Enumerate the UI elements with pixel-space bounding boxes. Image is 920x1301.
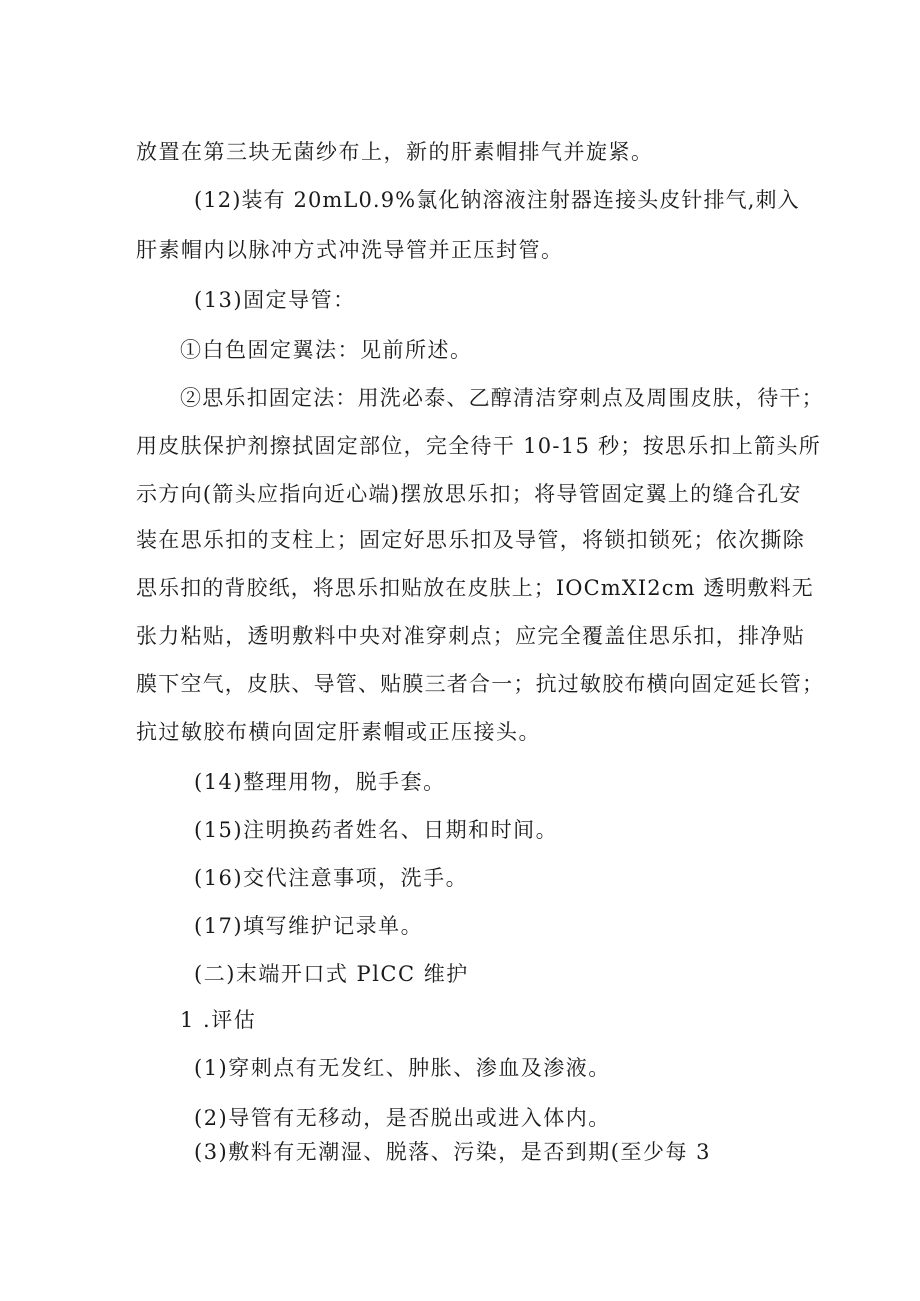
text-line: (3)敷料有无潮湿、脱落、污染，是否到期(至少每 3 — [194, 1140, 711, 1164]
text-line: (2)导管有无移动，是否脱出或进入体内。 — [194, 1106, 611, 1130]
text-line: 示方向(箭头应指向近心端)摆放思乐扣；将导管固定翼上的缝合孔安 — [136, 482, 802, 506]
text-line: 肝素帽内以脉冲方式冲洗导管并正压封管。 — [136, 238, 564, 262]
text-line: 放置在第三块无菌纱布上，新的肝素帽排气并旋紧。 — [136, 140, 654, 164]
section-heading: (二)末端开口式 PlCC 维护 — [194, 962, 469, 986]
text-line: (12)装有 20mL0.9%氯化钠溶液注射器连接头皮针排气,刺入 — [194, 188, 800, 212]
text-line: (13)固定导管： — [194, 288, 356, 312]
text-line: 膜下空气，皮肤、导管、贴膜三者合一；抗过敏胶布横向固定延长管； — [136, 672, 825, 696]
text-line: 用皮肤保护剂擦拭固定部位，完全待干 10-15 秒；按思乐扣上箭头所 — [136, 434, 822, 458]
text-line: (17)填写维护记录单。 — [194, 914, 424, 938]
text-line: 抗过敏胶布横向固定肝素帽或正压接头。 — [136, 720, 541, 744]
text-line: ②思乐扣固定法：用洗必泰、乙醇清洁穿刺点及周围皮肤，待干； — [180, 386, 824, 410]
text-line: (14)整理用物，脱手套。 — [194, 770, 446, 794]
text-line: (15)注明换药者姓名、日期和时间。 — [194, 818, 559, 842]
text-line: ①白色固定翼法：见前所述。 — [180, 338, 473, 362]
subsection-heading: 1 .评估 — [180, 1008, 257, 1032]
text-line: 张力粘贴，透明敷料中央对准穿刺点；应完全覆盖住思乐扣，排净贴 — [136, 624, 805, 648]
text-line: (16)交代注意事项，洗手。 — [194, 866, 469, 890]
text-line: 思乐扣的背胶纸，将思乐扣贴放在皮肤上；IOCmXI2cm 透明敷料无 — [136, 576, 814, 600]
text-line: 装在思乐扣的支柱上；固定好思乐扣及导管，将锁扣锁死；依次撕除 — [136, 528, 805, 552]
text-line: (1)穿刺点有无发红、肿胀、渗血及渗液。 — [194, 1056, 611, 1080]
